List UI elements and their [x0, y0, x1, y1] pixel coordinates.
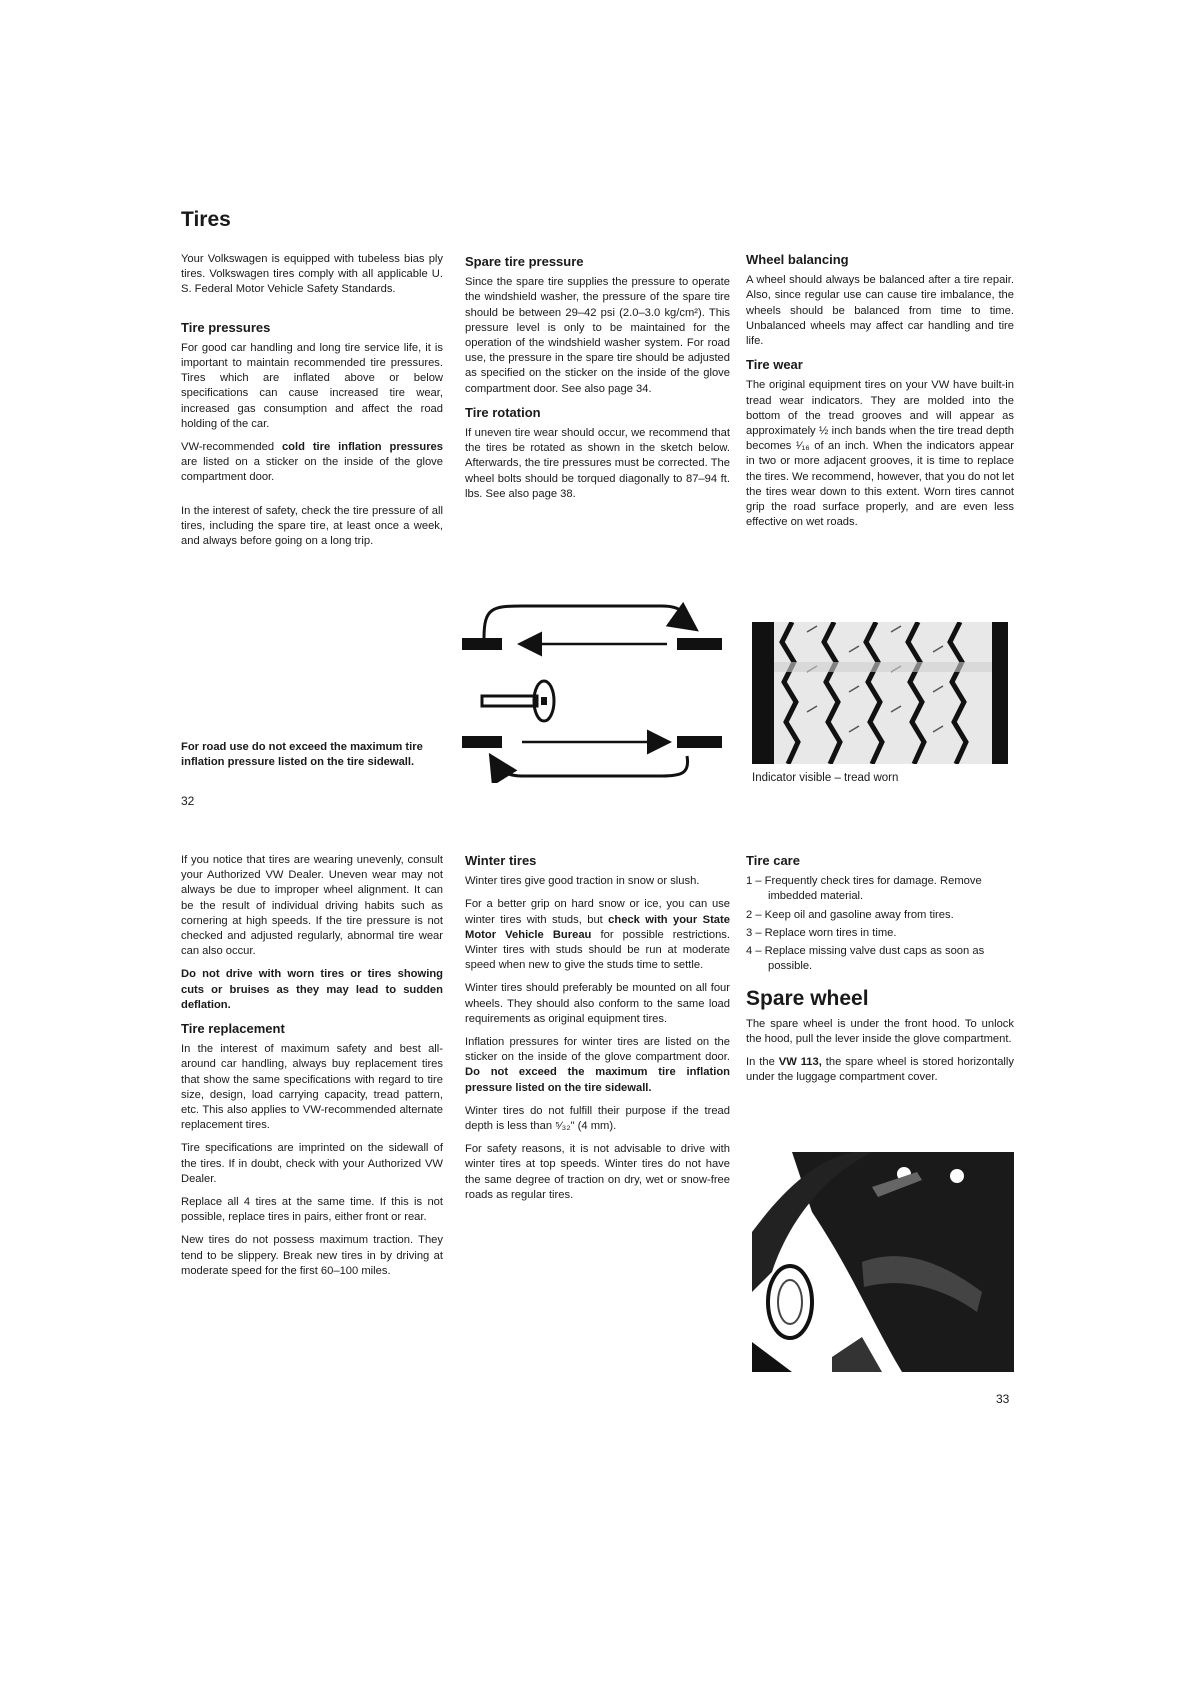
p33-col2 — [465, 853, 730, 1211]
p32-col1 — [181, 252, 443, 557]
tire-care-heading: Tire care — [746, 853, 800, 868]
p32-col3 — [746, 252, 1014, 538]
tire-pressures-p2: VW-recommended cold tire inflation pressures are listed on a sticker on the inside of the glove compartment door. — [181, 441, 444, 484]
tire-replacement-heading: Tire replacement — [181, 1021, 285, 1037]
tire-pressures-heading: Tire pressures — [181, 319, 271, 335]
winter-tires-p5: Winter tires do not fulfill their purpose if the tread depth is less than ⁵⁄₃₂" (4 mm). — [465, 1104, 730, 1133]
rotation-arrow-top-curve — [484, 606, 694, 638]
uneven-wear-text: If you notice that tires are wearing unevenly, consult your Authorized VW Dealer. Uneven wear may not always be due to improper wheel alignment. It can be the result of individual driving habits such as cornering at high speeds. If the tire pressure is not checked and adjusted regularly, abnormal tire wear can also occur. — [181, 854, 443, 958]
worn-tires-warning: Do not drive with worn tires or tires showing cuts or bruises as they may lead to sudden deflation. — [181, 968, 443, 1011]
spare-tire-pressure-heading: Spare tire pressure — [465, 254, 584, 269]
wheel-balancing-p1: A wheel should always be balanced after a tire repair. Also, since regular use can cause tire imbalance, the wheels should be balanced from time to time. Unbalanced wheels may affect car handling and tire life. — [746, 274, 1014, 348]
p33-col3 — [746, 853, 1014, 1093]
tire-wear-p1: The original equipment tires on your VW have built-in tread wear indicators. They are molded into the bottom of the tread grooves and will appear as approximately ½ inch bands when the tire tread depth becomes ¹⁄₁₆ of an inch. When the indicators appear in two or more adjacent grooves, it is time to replace the tires. We recommend, however, that you do not let the tires wear down to this extent. Worn tires cannot grip the road surface properly, and are even less effective on wet roads. — [746, 379, 1014, 529]
page-number-33: 33 — [996, 1392, 1010, 1406]
page-title: Tires — [181, 208, 231, 231]
spare-wheel-p1: The spare wheel is under the front hood. To unlock the hood, pull the lever inside the glove compartment. — [746, 1017, 1014, 1045]
tire-rotation-diagram — [462, 598, 734, 783]
spare-tire-pressure-p1: Since the spare tire supplies the pressure to operate the windshield washer, the pressure of the spare tire should be between 29–42 psi (2.0–3.0 kg/cm²). This pressure level is only to be maintained for the operation of the windshield washer system. For road use, the pressure in the spare tire should be adjusted as specified on the sticker on the inside of the glove compartment door. See also page 34. — [465, 276, 730, 395]
winter-tires-p2: For a better grip on hard snow or ice, you can use winter tires with studs, but check with your State Motor Vehicle Bureau for possible restrictions. Winter tires with studs should be run at moderate speed when new to give the studs time to settle. — [465, 898, 731, 972]
tire-replacement-p1: In the interest of maximum safety and best all-around car handling, always buy replacement tires that show the same specifications with regard to tire size, design, load carrying capacity, tread pattern, etc. This also applies to VW-recommended alternate replacement tires. — [181, 1043, 443, 1132]
front-left-wheel — [462, 638, 502, 650]
intro-text: Your Volkswagen is equipped with tubeless bias ply tires. Volkswagen tires comply with all applicable U. S. Federal Motor Vehicle Safety Standards. — [181, 253, 443, 296]
spare-wheel-heading: Spare wheel — [746, 987, 869, 1011]
p32-warning: For road use do not exceed the maximum tire inflation pressure listed on the tire sidewall. — [181, 741, 423, 769]
winter-tires-p6: For safety reasons, it is not advisable to drive with winter tires at top speeds. Winter tires do not have the same degree of traction on dry, wet or snow-free roads as regular tires. — [465, 1143, 730, 1201]
tire-rotation-p1: If uneven tire wear should occur, we recommend that the tires be rotated as shown in the sketch below. Afterwards, the tire pressures must be corrected. The wheel bolts should be torqued diagonally to 87–94 ft. lbs. See also page 38. — [465, 427, 730, 500]
rear-left-wheel — [462, 736, 502, 748]
front-right-wheel — [677, 638, 722, 650]
tire-replacement-p2: Tire specifications are imprinted on the sidewall of the tires. If in doubt, check with your Authorized VW Dealer. — [181, 1142, 443, 1185]
spare-wheel-p2: In the VW 113, the spare wheel is stored horizontally under the luggage compartment cover. — [746, 1056, 1014, 1084]
tire-replacement-p4: New tires do not possess maximum traction. They tend to be slippery. Break new tires in by driving at moderate speed for the first 60–100 miles. — [181, 1234, 443, 1277]
tire-replacement-p3: Replace all 4 tires at the same time. If this is not possible, replace tires in pairs, either front or rear. — [181, 1196, 443, 1224]
tire-care-list — [746, 874, 1014, 974]
tire-wear-heading: Tire wear — [746, 357, 803, 373]
tire-rotation-heading: Tire rotation — [465, 404, 541, 420]
wheel-balancing-heading: Wheel balancing — [746, 252, 849, 267]
p32-col2 — [465, 254, 730, 510]
winter-tires-p4: Inflation pressures for winter tires are listed on the sticker on the inside of the glove compartment door. Do not exceed the maximum tire inflation pressure listed on the tire sidewall. — [465, 1036, 730, 1094]
page-number-32: 32 — [181, 794, 195, 808]
winter-tires-p3: Winter tires should preferably be mounted on all four wheels. They should also conform to the same load requirements as original equipment tires. — [465, 982, 730, 1025]
tread-caption: Indicator visible – tread worn — [752, 772, 899, 784]
tire-pressures-p1: For good car handling and long tire service life, it is important to maintain recommended tire pressures. Tires which are inflated above or below specifications can cause increased tire wear, increased gas consumption and affect the road holding of the car. — [181, 341, 443, 430]
winter-tires-p1: Winter tires give good traction in snow or slush. — [465, 875, 700, 888]
p33-col1 — [181, 853, 443, 1287]
list-item: 4 – Replace missing valve dust caps as soon as possible. — [746, 945, 985, 973]
list-item: 2 – Keep oil and gasoline away from tires. — [746, 908, 954, 921]
list-item: 3 – Replace worn tires in time. — [746, 926, 897, 939]
spare-wheel-photo — [752, 1152, 1014, 1372]
tread-wear-photo — [752, 622, 1008, 764]
list-item: 1 – Frequently check tires for damage. Remove imbedded material. — [746, 875, 982, 903]
winter-tires-heading: Winter tires — [465, 853, 537, 868]
spare-wheel — [482, 696, 537, 706]
tire-pressures-p3: In the interest of safety, check the tire pressure of all tires, including the spare tire, at least once a week, and always before going on a long trip. — [181, 504, 443, 548]
rear-right-wheel — [677, 736, 722, 748]
